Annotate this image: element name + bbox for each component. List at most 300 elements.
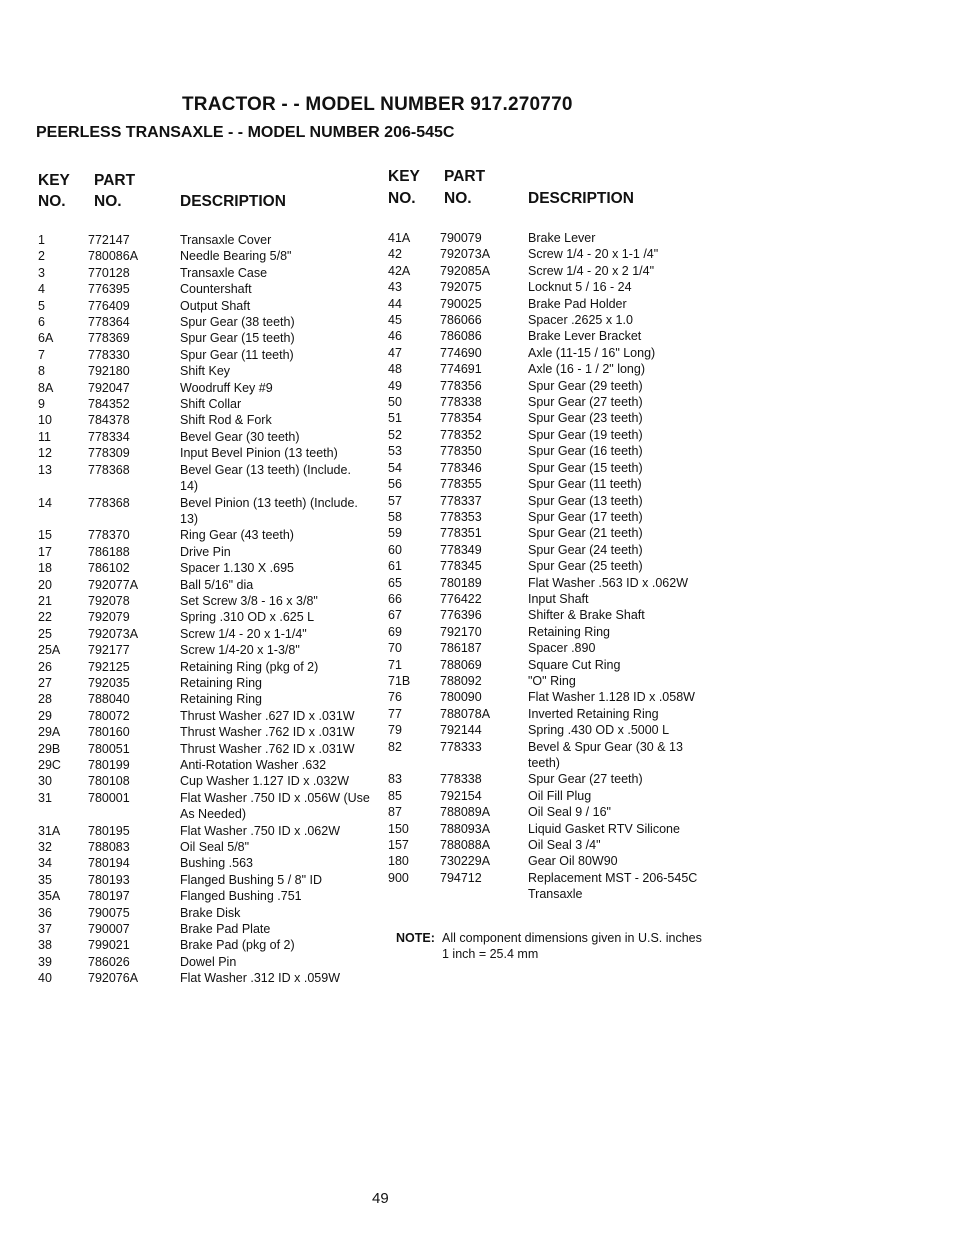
- part-number: 778352: [440, 427, 482, 442]
- part-number: 788069: [440, 657, 482, 672]
- key-number: 54: [388, 460, 402, 475]
- part-description: Brake Lever Bracket: [528, 329, 642, 344]
- key-number: 59: [388, 526, 402, 541]
- table-row: [38, 823, 388, 839]
- table-row: [388, 558, 718, 574]
- key-number: 35: [38, 872, 52, 887]
- part-description: Flat Washer .750 ID x .056W (Use As Needed): [180, 790, 370, 822]
- table-row: [388, 361, 718, 377]
- part-description: Oil Fill Plug: [528, 788, 592, 803]
- part-number: 792073A: [440, 247, 491, 262]
- note-line: 1 inch = 25.4 mm: [442, 947, 539, 962]
- key-number: 66: [388, 591, 402, 606]
- key-number: 17: [38, 544, 52, 559]
- key-number: 34: [38, 856, 52, 871]
- table-row: [388, 853, 718, 869]
- part-number: 778350: [440, 444, 482, 459]
- parts-list-left: [38, 232, 388, 987]
- part-number: 772147: [88, 233, 130, 247]
- part-number: 776396: [440, 608, 482, 623]
- part-number: 792078: [88, 593, 130, 608]
- part-description: Spacer 1.130 X .695: [180, 561, 294, 576]
- column-header: [38, 170, 388, 232]
- table-row: [388, 246, 718, 262]
- table-row: [38, 577, 388, 593]
- part-number: 792047: [88, 380, 130, 395]
- key-number: 32: [38, 840, 52, 855]
- part-number: 778337: [440, 493, 482, 508]
- part-description: Ball 5/16" dia: [180, 577, 254, 592]
- part-description: Screw 1/4-20 x 1-3/8": [180, 643, 300, 658]
- page-number: 49: [372, 1190, 389, 1207]
- part-description: Gear Oil 80W90: [528, 854, 618, 869]
- part-description: Transaxle Cover: [180, 233, 272, 247]
- part-description: Oil Seal 3 /4": [528, 838, 601, 853]
- part-description: Flanged Bushing .751: [180, 889, 302, 904]
- table-row: [38, 905, 388, 921]
- key-number: 77: [388, 706, 402, 721]
- part-number: 780197: [88, 889, 130, 904]
- key-number: 7: [38, 347, 45, 362]
- part-description: Spur Gear (23 teeth): [528, 411, 643, 426]
- table-row: [388, 640, 718, 656]
- part-description: Spacer .890: [528, 641, 596, 656]
- key-number: 41A: [388, 231, 411, 245]
- part-description: Bevel Gear (13 teeth) (Include. 14): [180, 462, 351, 494]
- part-number: 780193: [88, 872, 130, 887]
- key-number: 57: [388, 493, 402, 508]
- key-number: 15: [38, 528, 52, 543]
- part-number: 788088A: [440, 838, 491, 853]
- table-row: [388, 739, 718, 772]
- part-description: Oil Seal 5/8": [180, 840, 250, 855]
- table-row: [38, 347, 388, 363]
- part-description: Flat Washer .563 ID x .062W: [528, 575, 689, 590]
- table-row: [388, 821, 718, 837]
- header-key: KEY: [388, 168, 420, 185]
- header-part-no: NO.: [444, 190, 472, 207]
- part-description: Spur Gear (27 teeth): [528, 772, 643, 787]
- part-number: 786066: [440, 313, 482, 328]
- part-description: Flanged Bushing 5 / 8" ID: [180, 872, 323, 887]
- part-description: Brake Disk: [180, 905, 241, 920]
- key-number: 82: [388, 739, 402, 754]
- part-description: Flat Washer 1.128 ID x .058W: [528, 690, 695, 705]
- key-number: 22: [38, 610, 52, 625]
- part-description: Shift Collar: [180, 397, 242, 412]
- part-description: Spur Gear (11 teeth): [528, 477, 642, 492]
- table-row: [388, 607, 718, 623]
- table-row: [388, 427, 718, 443]
- part-description: Input Shaft: [528, 591, 589, 606]
- key-number: 56: [388, 477, 402, 492]
- key-number: 38: [38, 938, 52, 953]
- key-number: 65: [388, 575, 402, 590]
- key-number: 42: [388, 247, 402, 262]
- part-number: 780072: [88, 708, 130, 723]
- table-row: [38, 839, 388, 855]
- table-row: [38, 232, 388, 248]
- part-description: Spur Gear (24 teeth): [528, 542, 643, 557]
- part-number: 778370: [88, 528, 130, 543]
- key-number: 11: [38, 429, 51, 444]
- table-row: [388, 837, 718, 853]
- part-number: 799021: [88, 938, 130, 953]
- table-row: [38, 495, 388, 528]
- part-number: 778338: [440, 395, 482, 410]
- key-number: 52: [388, 427, 402, 442]
- part-number: 786086: [440, 329, 482, 344]
- key-number: 26: [38, 659, 52, 674]
- key-number: 50: [388, 395, 402, 410]
- table-row: [388, 870, 718, 903]
- part-description: Transaxle Case: [180, 265, 268, 280]
- key-number: 180: [388, 854, 409, 869]
- table-row: [38, 773, 388, 789]
- table-row: [388, 624, 718, 640]
- key-number: 45: [388, 313, 402, 328]
- part-description: Spur Gear (16 teeth): [528, 444, 643, 459]
- part-description: Drive Pin: [180, 544, 231, 559]
- part-number: 776409: [88, 298, 130, 313]
- part-number: 790079: [440, 231, 482, 245]
- table-row: [38, 593, 388, 609]
- part-number: 786187: [440, 641, 482, 656]
- key-number: 85: [388, 788, 402, 803]
- part-number: 778334: [88, 429, 130, 444]
- dimension-note: [396, 930, 736, 963]
- key-number: 6: [38, 315, 45, 330]
- table-row: [38, 445, 388, 461]
- table-row: [38, 281, 388, 297]
- part-number: 788078A: [440, 706, 491, 721]
- table-row: [38, 642, 388, 658]
- part-number: 778351: [440, 526, 482, 541]
- table-row: [388, 443, 718, 459]
- part-description: Spur Gear (38 teeth): [180, 315, 295, 330]
- part-number: 784352: [88, 397, 130, 412]
- key-number: 70: [388, 641, 402, 656]
- part-number: 778369: [88, 331, 130, 346]
- key-number: 25: [38, 626, 52, 641]
- table-row: [388, 410, 718, 426]
- key-number: 29: [38, 708, 52, 723]
- part-description: Flat Washer .750 ID x .062W: [180, 823, 341, 838]
- part-number: 778368: [88, 462, 130, 477]
- part-number: 786026: [88, 954, 130, 969]
- part-description: Brake Pad (pkg of 2): [180, 938, 295, 953]
- part-description: Spur Gear (17 teeth): [528, 509, 643, 524]
- part-number: 790007: [88, 922, 130, 937]
- part-description: Set Screw 3/8 - 16 x 3/8": [180, 593, 318, 608]
- part-number: 780090: [440, 690, 482, 705]
- key-number: 14: [38, 495, 52, 510]
- header-part: PART: [94, 172, 136, 189]
- part-number: 794712: [440, 870, 482, 885]
- table-row: [38, 462, 388, 495]
- table-row: [38, 724, 388, 740]
- key-number: 2: [38, 249, 45, 264]
- table-row: [388, 722, 718, 738]
- part-description: Anti-Rotation Washer .632: [180, 758, 327, 772]
- part-number: 786102: [88, 561, 130, 576]
- table-row: [388, 771, 718, 787]
- part-number: 790025: [440, 296, 482, 311]
- part-description: Screw 1/4 - 20 x 1-1/4": [180, 626, 307, 641]
- part-number: 792177: [88, 643, 130, 658]
- part-number: 778309: [88, 446, 130, 461]
- key-number: 3: [38, 265, 45, 280]
- part-number: 778333: [440, 739, 482, 754]
- part-number: 792076A: [88, 971, 139, 986]
- part-description: Retaining Ring: [528, 624, 610, 639]
- key-number: 29C: [38, 758, 61, 772]
- part-number: 792180: [88, 364, 130, 379]
- part-number: 778338: [440, 772, 482, 787]
- table-row: [388, 279, 718, 295]
- table-row: [388, 525, 718, 541]
- key-number: 1: [38, 233, 45, 247]
- key-number: 37: [38, 922, 52, 937]
- part-number: 792075: [440, 280, 482, 295]
- table-row: [388, 312, 718, 328]
- header-part: PART: [444, 168, 486, 185]
- part-description: Inverted Retaining Ring: [528, 706, 659, 721]
- table-row: [388, 460, 718, 476]
- part-number: 784378: [88, 413, 130, 428]
- key-number: 76: [388, 690, 402, 705]
- part-description: Retaining Ring: [180, 675, 262, 690]
- part-number: 780001: [88, 790, 130, 805]
- key-number: 71B: [388, 673, 411, 688]
- part-number: 780160: [88, 725, 130, 740]
- note-label: NOTE:: [396, 931, 435, 945]
- part-description: Shift Key: [180, 364, 231, 379]
- table-row: [38, 708, 388, 724]
- part-description: Axle (16 - 1 / 2" long): [528, 362, 645, 377]
- part-description: Spur Gear (27 teeth): [528, 395, 643, 410]
- key-number: 51: [388, 411, 402, 426]
- part-description: Thrust Washer .762 ID x .031W: [180, 741, 355, 756]
- part-number: 792154: [440, 788, 482, 803]
- key-number: 42A: [388, 263, 411, 278]
- part-number: 778368: [88, 495, 130, 510]
- part-description: Oil Seal 9 / 16": [528, 805, 611, 820]
- key-number: 87: [388, 805, 402, 820]
- key-number: 60: [388, 542, 402, 557]
- table-row: [388, 263, 718, 279]
- part-description: Ring Gear (43 teeth): [180, 528, 294, 543]
- part-description: Liquid Gasket RTV Silicone: [528, 821, 680, 836]
- key-number: 69: [388, 624, 402, 639]
- table-row: [38, 265, 388, 281]
- table-row: [38, 527, 388, 543]
- part-description: Axle (11-15 / 16" Long): [528, 345, 656, 360]
- part-description: Locknut 5 / 16 - 24: [528, 280, 632, 295]
- table-row: [388, 296, 718, 312]
- table-row: [388, 476, 718, 492]
- key-number: 48: [388, 362, 402, 377]
- part-number: 780189: [440, 575, 482, 590]
- table-row: [38, 691, 388, 707]
- table-row: [388, 378, 718, 394]
- parts-list-right: [388, 230, 718, 903]
- table-row: [388, 493, 718, 509]
- part-description: Countershaft: [180, 282, 252, 297]
- table-row: [38, 248, 388, 264]
- key-number: 27: [38, 675, 52, 690]
- part-description: Replacement MST - 206-545C Transaxle: [528, 870, 698, 902]
- parts-column-right: [388, 168, 718, 903]
- table-row: [38, 298, 388, 314]
- part-description: Needle Bearing 5/8": [180, 249, 292, 264]
- part-number: 778355: [440, 477, 482, 492]
- part-number: 788089A: [440, 805, 491, 820]
- part-description: Bevel Gear (30 teeth): [180, 429, 300, 444]
- part-number: 774691: [440, 362, 482, 377]
- table-row: [38, 330, 388, 346]
- part-description: Brake Lever: [528, 231, 596, 245]
- table-row: [388, 345, 718, 361]
- table-row: [38, 396, 388, 412]
- part-description: Spur Gear (29 teeth): [528, 378, 643, 393]
- table-row: [38, 609, 388, 625]
- key-number: 43: [388, 280, 402, 295]
- part-description: Bevel Pinion (13 teeth) (Include. 13): [180, 495, 358, 526]
- key-number: 25A: [38, 643, 61, 658]
- key-number: 6A: [38, 331, 54, 346]
- part-number: 770128: [88, 265, 130, 280]
- part-description: Retaining Ring: [180, 692, 262, 707]
- table-row: [38, 921, 388, 937]
- part-number: 778346: [440, 460, 482, 475]
- table-row: [38, 855, 388, 871]
- key-number: 20: [38, 577, 52, 592]
- table-row: [388, 689, 718, 705]
- table-row: [38, 380, 388, 396]
- key-number: 4: [38, 282, 45, 297]
- key-number: 58: [388, 509, 402, 524]
- table-row: [388, 804, 718, 820]
- table-row: [38, 314, 388, 330]
- key-number: 79: [388, 723, 402, 738]
- key-number: 5: [38, 298, 45, 313]
- part-description: Brake Pad Holder: [528, 296, 627, 311]
- part-number: 778345: [440, 559, 482, 574]
- part-number: 780199: [88, 758, 130, 772]
- key-number: 53: [388, 444, 402, 459]
- part-number: 788040: [88, 692, 130, 707]
- part-number: 780051: [88, 741, 130, 756]
- key-number: 12: [38, 446, 52, 461]
- table-row: [38, 937, 388, 953]
- table-row: [38, 954, 388, 970]
- part-description: Spring .430 OD x .5000 L: [528, 723, 670, 738]
- table-row: [38, 872, 388, 888]
- part-description: Spacer .2625 x 1.0: [528, 313, 633, 328]
- part-description: Thrust Washer .762 ID x .031W: [180, 725, 355, 740]
- header-part-no: NO.: [94, 193, 122, 210]
- part-description: Spur Gear (21 teeth): [528, 526, 643, 541]
- key-number: 31: [38, 790, 52, 805]
- table-row: [38, 675, 388, 691]
- table-row: [38, 363, 388, 379]
- key-number: 28: [38, 692, 52, 707]
- part-description: Flat Washer .312 ID x .059W: [180, 971, 341, 986]
- part-description: Cup Washer 1.127 ID x .032W: [180, 774, 350, 789]
- part-description: Bushing .563: [180, 856, 253, 871]
- key-number: 40: [38, 971, 52, 986]
- table-row: [388, 575, 718, 591]
- part-number: 786188: [88, 544, 130, 559]
- part-description: Spring .310 OD x .625 L: [180, 610, 315, 625]
- part-number: 780108: [88, 774, 130, 789]
- part-number: 774690: [440, 345, 482, 360]
- key-number: 18: [38, 561, 52, 576]
- parts-column-left: [38, 170, 388, 987]
- key-number: 39: [38, 954, 52, 969]
- part-number: 792035: [88, 675, 130, 690]
- part-description: Spur Gear (19 teeth): [528, 427, 643, 442]
- part-number: 788093A: [440, 821, 491, 836]
- table-row: [388, 542, 718, 558]
- table-row: [388, 706, 718, 722]
- table-row: [38, 659, 388, 675]
- part-description: Spur Gear (25 teeth): [528, 559, 643, 574]
- table-row: [38, 412, 388, 428]
- part-number: 776395: [88, 282, 130, 297]
- key-number: 46: [388, 329, 402, 344]
- table-row: [388, 230, 718, 246]
- part-number: 780195: [88, 823, 130, 838]
- part-number: 778354: [440, 411, 482, 426]
- part-number: 792079: [88, 610, 130, 625]
- part-number: 792085A: [440, 263, 491, 278]
- key-number: 900: [388, 870, 409, 885]
- part-description: Thrust Washer .627 ID x .031W: [180, 708, 355, 723]
- table-row: [388, 657, 718, 673]
- table-row: [38, 429, 388, 445]
- table-row: [38, 560, 388, 576]
- key-number: 29A: [38, 725, 61, 740]
- part-number: 788092: [440, 673, 482, 688]
- part-number: 778364: [88, 315, 130, 330]
- key-number: 13: [38, 462, 52, 477]
- part-number: 780194: [88, 856, 130, 871]
- key-number: 150: [388, 821, 409, 836]
- table-row: [388, 591, 718, 607]
- key-number: 83: [388, 772, 402, 787]
- part-description: Spur Gear (11 teeth): [180, 347, 294, 362]
- table-row: [388, 394, 718, 410]
- key-number: 71: [388, 657, 402, 672]
- part-description: Shift Rod & Fork: [180, 413, 272, 428]
- key-number: 29B: [38, 741, 61, 756]
- part-number: 790075: [88, 905, 130, 920]
- key-number: 67: [388, 608, 402, 623]
- part-number: 778330: [88, 347, 130, 362]
- key-number: 35A: [38, 889, 61, 904]
- table-row: [388, 328, 718, 344]
- header-key-no: NO.: [38, 193, 66, 210]
- table-row: [38, 544, 388, 560]
- table-row: [388, 673, 718, 689]
- key-number: 8A: [38, 380, 54, 395]
- part-description: Input Bevel Pinion (13 teeth): [180, 446, 338, 461]
- part-description: Screw 1/4 - 20 x 2 1/4": [528, 263, 655, 278]
- part-description: Shifter & Brake Shaft: [528, 608, 645, 623]
- table-row: [38, 888, 388, 904]
